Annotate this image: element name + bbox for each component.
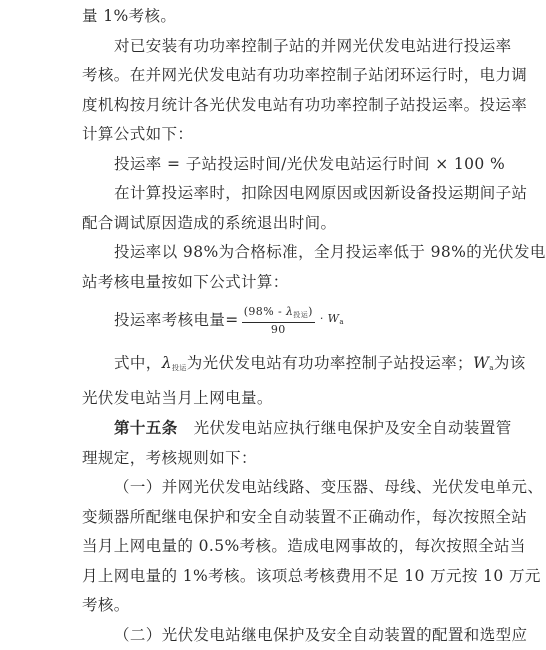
paragraph-line: 考核。 bbox=[82, 591, 489, 621]
formula-tail: · $W_a$ bbox=[320, 304, 344, 338]
paragraph-line: 对已安装有功功率控制子站的并网光伏发电站进行投运率 bbox=[82, 32, 489, 62]
formula-denominator: 90 bbox=[269, 323, 288, 337]
formula-label: 投运率考核电量= bbox=[114, 306, 239, 336]
paragraph-line: （一）并网光伏发电站线路、变压器、母线、光伏发电单元、 bbox=[82, 473, 489, 503]
paragraph-line: 在计算投运率时，扣除因电网原因或因新设备投运期间子站 bbox=[82, 179, 489, 209]
paragraph-line: 投运率以 98%为合格标准，全月投运率低于 98%的光伏发电 bbox=[82, 238, 489, 268]
paragraph-line: 理规定，考核规则如下： bbox=[82, 444, 489, 474]
article-number: 第十五条 bbox=[114, 418, 178, 437]
paragraph-line: 考核。在并网光伏发电站有功功率控制子站闭环运行时，电力调 bbox=[82, 61, 489, 91]
paragraph-line: 式中，$\lambda_{投运}$为光伏发电站有功功率控制子站投运率；$W_a$为该 bbox=[82, 349, 489, 384]
assessment-formula bbox=[114, 299, 489, 343]
article-heading-line: 第十五条 光伏发电站应执行继电保护及安全自动装置管 bbox=[82, 413, 489, 444]
formula-numerator: $(98\% - \lambda_{投运})$ bbox=[242, 305, 315, 323]
paragraph-line: 当月上网电量的 0.5%考核。造成电网事故的，每次按照全站当 bbox=[82, 532, 489, 562]
paragraph-line: 站考核电量按如下公式计算： bbox=[82, 268, 489, 298]
paragraph-line: 量 1%考核。 bbox=[82, 2, 489, 32]
formula-line: 投运率 = 子站投运时间/光伏发电站运行时间 × 100 % bbox=[82, 150, 489, 180]
paragraph-line: （二）光伏发电站继电保护及安全自动装置的配置和选型应 bbox=[82, 621, 489, 650]
paragraph-line: 光伏发电站当月上网电量。 bbox=[82, 384, 489, 414]
paragraph-line: 变频器所配继电保护和安全自动装置不正确动作，每次按照全站 bbox=[82, 503, 489, 533]
paragraph-line: 计算公式如下： bbox=[82, 120, 489, 150]
paragraph-line: 度机构按月统计各光伏发电站有功功率控制子站投运率。投运率 bbox=[82, 91, 489, 121]
paragraph-line: 配合调试原因造成的系统退出时间。 bbox=[82, 209, 489, 239]
formula-fraction bbox=[242, 305, 315, 337]
paragraph-line: 月上网电量的 1%考核。该项总考核费用不足 10 万元按 10 万元 bbox=[82, 562, 489, 592]
